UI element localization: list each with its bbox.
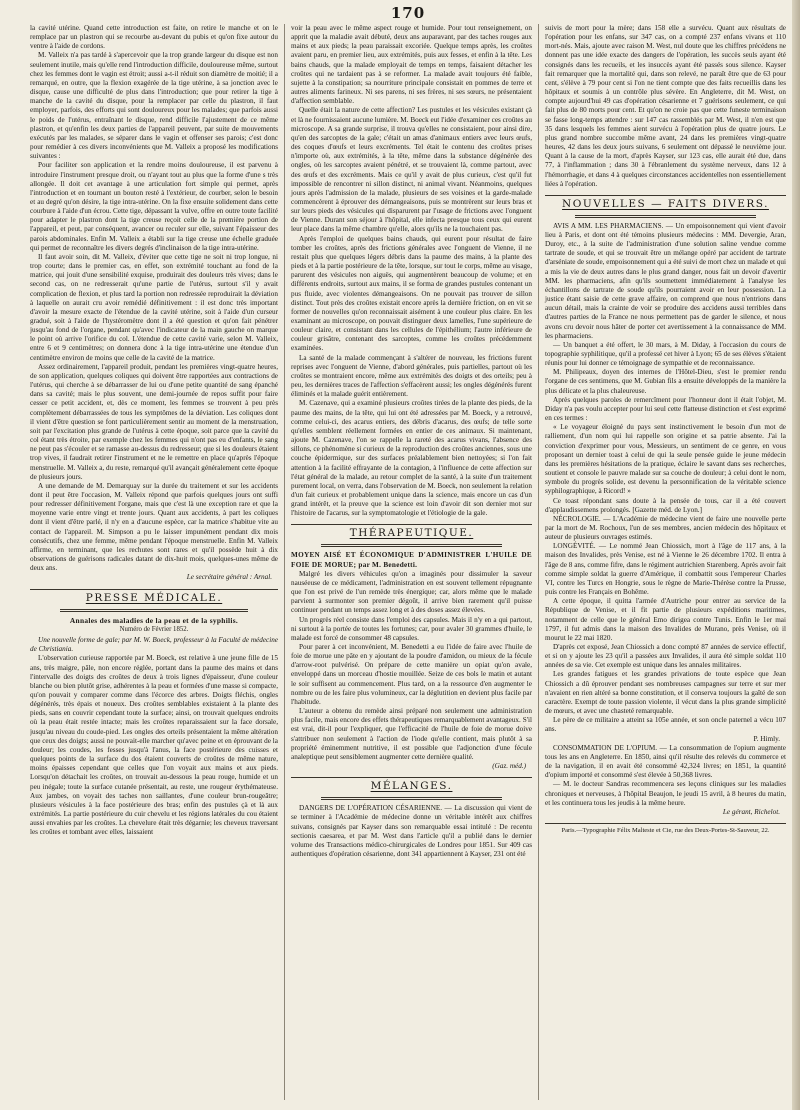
article-heading: Annales des maladies de la peau et de la syphilis. bbox=[69, 615, 239, 625]
paragraph: A une demande de M. Demarquay sur la durée du traitement et sur les accidents dont il peut être l'occasion, M. Valleix répond que parfois quelques jours ont suffi pour redresser définitivement l'organe, mais que c'est là une exception rare et que la moyenne varie entre vingt et trente jours. Quant aux accidents, à part les coliques dont il vient d'être parlé, il n'y en a d'aucune espèce, car la matrice s'habitue vite au contact de l'appareil. M. Simpson a pu le laisser impunément pendant dix mois consécutifs, chez une femme, même pendant l'époque menstruelle. Enfin M. Valleix affirme, en terminant, que les rechutes sont rares et qu'il possède huit à dix observations de guérisons radicales datant de dix-huit mois, quelques-unes même de deux ans. bbox=[30, 481, 278, 573]
news-item: CONSOMMATION DE L'OPIUM. — La consommation de l'opium augmente tous les ans en Angleterre. En 1850, ainsi qu'il résulte des relevés du commerce et de la navigation, il en avait été consommé 42,324 livres; en 1851, la quantité d'opium importé et consommé s'est élevée à 50,368 livres. bbox=[545, 743, 786, 780]
news-item: Après quelques paroles de remercîment pour l'honneur dont il était l'objet, M. Diday n'a pas voulu accepter pour lui seul cette flatteuse distinction et s'est exprimé en ces termes : bbox=[545, 395, 786, 423]
section-double-rule bbox=[321, 544, 502, 547]
paragraph: Après l'emploi de quelques bains chauds, qui eurent pour résultat de faire tomber les croûtes, après des frictions générales avec l'onguent de Vienne, il ne restait plus que quelques légers débris dans la paume des mains, à la plante des pieds et à la partie postérieure de la tête, lorsque, sur tout le corps, même au visage, parurent des vésicules non aiguës, qui augmentèrent beaucoup de volume; et en différents endroits, surtout aux mains, il se forma de grandes pustules contenant un pus fluide, avec violentes démangeaisons. On ne pouvait pas trouver de sillon distinct. Tout près des croûtes existait encore après la dernière friction, on en vit se former de nouvelles qu'on reconnaissait aisément à une couleur plus claire. En les examinant au microscope, on pouvait distinguer deux lamelles, l'une supérieure de couleur claire, et consistant dans les cellules de l'épithélium; l'autre inférieure de couleur grisâtre, contenant des sarcoptes, comme les croûtes précédemment examinées. bbox=[291, 234, 532, 353]
article-heading: MOYEN AISÉ ET ÉCONOMIQUE D'ADMINISTRER L'HUILE DE FOIE DE MORUE; par M. Benedetti. bbox=[291, 551, 532, 569]
news-item: A cette époque, il quitta l'armée d'Autriche pour entrer au service de la République de Venise, et il fit partie de plusieurs expéditions maritimes, notamment de celle que le général Emo dirigea contre Tunis. Enfin le 1er mai 1797, il fut admis dans la maison des Invalides de Murano, près Venise, où il mourut le 22 mai 1820. bbox=[545, 597, 786, 642]
section-title-therapeutique: THÉRAPEUTIQUE. bbox=[349, 527, 474, 540]
paragraph: voir la peau avec le même aspect rouge et humide. Pour tout renseignement, on apprit que la maladie avait débuté, deux ans auparavant, par des taches rouges aux mains et aux pieds; la peau paraissait excoriée. Quelque temps après, les croûtes avaient paru, en premier lieu, aux extrémités, puis aux fesses, et enfin à la tête. Les bains chauds, que la malade employait de temps en temps, faisaient détacher les croûtes qui ne tardaient pas à se reformer. La malade avait toujours été faible, sujette à la constipation; sa nourriture principale consistait en pommes de terre et autres aliments farineux. Ni ses parens, ni ses frères, ni ses sœurs, ne présentaient d'affection semblable. bbox=[291, 24, 532, 106]
section-divider bbox=[545, 195, 786, 196]
section-divider bbox=[291, 524, 532, 525]
paragraph: L'observation curieuse rapportée par M. Boeck, est relative à une jeune fille de 15 ans, très maigre, pâle, non encore réglée, portant dans la paume des mains et dans l'intervalle des doigts des croûtes de deux à trois lignes d'épaisseur, d'une couleur blanche ou bien plutôt grise, adhérentes à la peau et formées d'une masse si compacte, qu'on pouvait y comparer comme dans l'écorce des arbres. Doigts fléchis, ongles dégénérés, très épais et noueux. Des croûtes semblables existaient à la plante des pieds, sans en couvrir cependant toute la surface; ainsi, on trouvait quelques endroits où la peau était restée intacte; mais les croûtes reparaissaient sur la face dorsale, jusqu'au niveau du coude-pied. Les ongles des orteils présentaient la même altération que ceux des doigts; aussi ne pouvait-elle marcher qu'avec peine et en éprouvant de la douleur; les coudes, les fesses jusqu'à l'anus, la face postérieure des cuisses et quelques points de la surface du dos étaient couverts de croûtes de même nature, moins épaisses cependant que celles que l'on voyait aux mains et aux pieds. Lorsqu'on détachait les croûtes, on trouvait au-dessous la peau rouge, humide et un peu inégale; toute la surface cutanée présentait, au reste, une rougeur érythémateuse. Aux jambes, on voyait des taches non saillantes, d'une couleur brun-rougeâtre; plusieurs vésicules à la face postérieure des bras; enfin des pustules çà et là aux extrémités. La partie postérieure du cuir chevelu et les régions latérales du cou étaient aussi envahies par les croûtes. La chevelure était très dégarnie; les cheveux traversant les croûtes et tombant avec elles, laissaient bbox=[30, 654, 278, 837]
section-title-melanges: MÉLANGES. bbox=[370, 780, 453, 793]
printer-imprint: Paris.—Typographie Félix Malteste et Cie, rue des Deux-Portes-St-Sauveur, 22. bbox=[561, 826, 770, 834]
column-1 bbox=[30, 24, 278, 1100]
column-2 bbox=[284, 24, 532, 1100]
news-item: « Le voyageur éloigné du pays sent instinctivement le besoin d'un mot de ralliement, d'un nom qui lui rappelle son origine et sa patrie absente. J'ai la conviction d'exprimer pour vous, Messieurs, un sentiment de ce genre, en vous proposant un dernier toast à celui de qui la seule pensée guide le jeune médecin dans les premières hésitations de la pratique, éclaire le savant dans ses recherches, soutient et console le pauvre malade sur sa couche de douleur; à celui dont le nom, symbole du progrès solide, est devenu la personnification de la véritable science syphilographique, à Ricord! » bbox=[545, 423, 786, 496]
news-item: M. Philipeaux, doyen des internes de l'Hôtel-Dieu, s'est le premier rendu l'organe de ces sentimens, que M. Gubian fils a ensuite développés de la manière la plus délicate et la plus chaleureuse. bbox=[545, 368, 786, 395]
paragraph: la cavité utérine. Quand cette introduction est faite, on retire le manche et on le remplace par un plastron qui se recourbe au-devant du pubis et qu'on fixe autour du ventre à l'aide de cordons. bbox=[30, 24, 278, 51]
news-item: LONGÉVITÉ. — Le nommé Jean Chiossich, mort à l'âge de 117 ans, à la maison des Invalides, près Venise, est né à Vienne le 26 décembre 1702. Il entra à l'âge de 8 ans, comme fifre, dans le régiment autrichien Starenberg. Après avoir fait comme simple soldat la guerre d'Amérique, il combattit sous l'empereur Charles VI, contre les Turcs en Hongrie, sous le règne de Marie-Thérèse contre la Prusse, puis contre les Français en Bohême. bbox=[545, 542, 786, 597]
secretary-signature: Le secrétaire général : Arnal. bbox=[186, 573, 272, 582]
gerant-signature: Le gérant, Richelot. bbox=[722, 807, 780, 816]
article-subheading: Numéro de Février 1852. bbox=[119, 626, 189, 634]
news-item: D'après cet exposé, Jean Chiossich a donc compté 87 années de service effectif, et si on y ajoute les 23 qu'il a passées aux Invalides, il aura été simple soldat 110 années de sa vie. Cet exemple est unique dans les annales militaires. bbox=[545, 643, 786, 670]
page-edge bbox=[792, 0, 800, 1110]
article-title: Une nouvelle forme de gale; par M. W. Boeck, professeur à la Faculté de médecine de Christiania. bbox=[30, 636, 278, 654]
news-item: Ce toast répondant sans doute à la pensée de tous, car il a été couvert d'applaudissemens prolongés. [Gazette méd. de Lyon.] bbox=[545, 496, 786, 514]
paragraph: Pour faciliter son application et la rendre moins douloureuse, il est parvenu à introduire l'instrument presque droit, ou n'ayant tout au plus que la forme d'une s très allongée. Il doit cet avantage à une articulation fort simple qui permet, après l'introduction et en tournant un bouton resté à l'extérieur, de courber, selon le besoin et au degré qu'on désire, la tige intra-utérine. On la fixe ensuite solidement dans cette courbure à l'aide d'un écrou. Cette tige, dépassant la vulve, offre en outre toute facilité pour adapter le plastron dont la tige creuse reçoit celle de la première portion de l'appareil, et peut, par conséquent, avancer ou reculer sur elle, suivant l'épaisseur des parois abdominales. Enfin M. Valleix a établi sur la tige creuse une échelle graduée qui permet de reconnaître les divers degrés d'inclinaison de la tige intra-utérine. bbox=[30, 161, 278, 252]
paragraph: Pour parer à cet inconvénient, M. Benedetti a eu l'idée de faire avec l'huile de foie de morue une pâte en y ajoutant de la poudre d'amidon, ou mieux de la fécule d'arrow-root pulvérisé. On prépare de cette manière un opiat qu'on avale, enveloppé dans un morceau d'hostie mouillée. Seize de ces bols le matin et autant le soir suffisent au commencement. Plus tard, on a la ressource d'en augmenter le nombre ou de les faire plus volumineux, car la déglutition en devient plus facile par l'habitude. bbox=[291, 643, 532, 706]
news-item: Le père de ce militaire a atteint sa 105e année, et son oncle paternel a vécu 107 ans. bbox=[545, 716, 786, 734]
news-item: — Un banquet a été offert, le 30 mars, à M. Diday, à l'occasion du cours de topographie syphilitique, qu'il a professé cet hiver à Lyon; 65 de ses élèves s'étaient réunis pour lui donner ce témoignage de sympathie et de reconnaissance. bbox=[545, 340, 786, 368]
news-item: NÉCROLOGIE. — L'Académie de médecine vient de faire une nouvelle perte par la mort de M. Rochoux, l'un de ses membres, ancien médecin des hôpitaux et auteur de plusieurs ouvrages estimés. bbox=[545, 514, 786, 542]
paragraph: La santé de la malade commençant à s'altérer de nouveau, les frictions furent reprises avec l'onguent de Vienne, d'abord générales, puis partielles, partout où les croûtes se montraient encore, même aux extrémités des doigts et des orteils; peu à peu, les dernières traces de l'affection s'effacèrent aussi; les ongles dégénérés furent éliminés et la malade guérit entièrement. bbox=[291, 353, 532, 399]
paragraph: Assez ordinairement, l'appareil produit, pendant les premières vingt-quatre heures, de son application, quelques coliques qui doivent être rapportées aux contractions de l'utérus, qui cherche à se débarrasser de lui ou d'une petite quantité de sang épanché dans sa cavité; mais le plus souvent, une demi-journée de repos suffit pour faire cesser ce petit accident, et, dès ce moment, les femmes se trouvent à peu près complètement débarrassées de tous les symptômes de la déviation. Les coliques dont il vient d'être question se font particulièrement sentir au moment de la menstruation, soit par l'excitation plus grande de l'utérus à cette époque, soit parce que la cavité du col étant très étroite, par exemple chez les femmes qui n'ont pas eu d'enfants, le sang ne peut pas s'écouler et se ramasse au-dessus du redresseur; que si les douleurs étaient trop vives, il faudrait retirer l'instrument et ne le remettre en place qu'après l'époque menstruelle. M. Valleix a, du reste, remarqué qu'il avançait généralement cette époque de plusieurs jours. bbox=[30, 362, 278, 481]
paragraph: suivis de mort pour la mère; dans 158 elle a survécu. Quant aux résultats de l'opération pour les enfans, sur 347 cas, on a compté 237 enfans vivans et 110 mort-nés. Mais, ajoute avec raison M. West, nul doute que les chiffres précédens ne donnent pas une idée exacte des dangers de l'opération, les succès seuls ayant été consignés dans les recueils, et les insuccès ayant été passés sous silence. Kayser fait remarquer que la mortalité qui, dans son relevé, ne paraît être que de 63 pour cent, s'élève à 79 pour cent si l'on ne tient compte que des faits recueillis dans les hôpitaux et soumis à un contrôle plus sévère. En Angleterre, dit M. West, on compte aujourd'hui 49 cas d'opération césarienne et 7 guérisons seulement, ce qui fait plus de 80 morts pour cent. Et qu'on ne croie pas que cette funeste terminaison se fasse long-temps attendre : sur 147 cas rassemblés par M. West, il n'en est que 35 dans lesquels les femmes aient survécu à l'opération plus de quatre jours. Le plus grand nombre succombe même avant, 24 dans les premières vingt-quatre heures, 42 dans les deux jours suivans, 6 seulement ont dépassé le neuvième jour. Quant à la cause de la mort, d'après Kayser, sur 123 cas, elle aurait été due, dans 77, à l'inflammation ; dans 30 à l'ébranlement du système nerveux, dans 12 à l'hémorrhagie, et dans 4 à quelques circonstances accidentelles non essentiellement liées à l'opération. bbox=[545, 24, 786, 188]
page-number: 170 bbox=[390, 4, 426, 22]
paragraph: M. Cazenave, qui a examiné plusieurs croûtes tirées de la plante des pieds, de la paume des mains, de la tête, qui lui ont été adressées par M. Boeck, y a retrouvé, comme celui-ci, des acarus entiers, des débris d'acarus, des œufs; de telle sorte qu'elles semblent réellement formées en entier de ces animaux. Si maintenant, ajoute M. Cazenave, l'on se rappelle la rareté des acarus vivans, l'absence des sillons, ce phénomène si curieux de la reproduction des croûtes anciennes, sous une couche épidermique, sur des surfaces préalablement bien nettoyées; si l'on fait attention à la facilité effrayante de la contagion, à l'influence de cette affection sur l'état général de la malade, au retour complet de la santé, à la suite d'un traitement purement local, on verra, dans l'observation de M. Boeck, non seulement la relation d'un fait curieux et probablement unique dans la science, mais encore un cas d'un grand intérêt, et la preuve que la science est loin d'avoir dit son dernier mot sur l'histoire de l'acarus, sur la symptomatologie et l'étiologie de la gale. bbox=[291, 399, 532, 518]
news-item: — M. le docteur Sandras recommencera ses leçons cliniques sur les maladies chroniques et nerveuses, à l'hôpital Beaujon, le jeudi 15 avril, à 8 heures du matin, et les continuera tous les jeudis à la même heure. bbox=[545, 780, 786, 807]
paragraph: M. Valleix n'a pas tardé à s'apercevoir que la trop grande largeur du disque est non seulement inutile, mais qu'elle rend l'introduction difficile, douloureuse même, surtout chez les femmes dont le vagin est étroit; aussi a-t-il réduit son diamètre de moitié; il a remarqué, en outre, que la flexion exagérée de la tige utérine, à sa jonction avec le disque, cause une difficulté de plus dans l'introduction; que pour retirer la tige à manche de la cavité du disque, pour la remplacer par celle du plastron, il faut employer, parfois, des efforts qui sont douloureux pour les malades; que parfois aussi le poids de l'utérus, entraînant le disque, rend difficile l'ajustement de ce même plastron, et qu'enfin les deux parties de l'appareil peuvent, par suite de mouvements exécutés par les malades, se séparer dans le vagin et offenser ses parois; c'est donc pour remédier à ces divers inconvénients que M. Valleix a proposé les modifications suivantes : bbox=[30, 51, 278, 161]
columns bbox=[30, 24, 786, 1100]
paragraph: L'auteur a obtenu du remède ainsi préparé non seulement une administration plus facile, mais encore des effets thérapeutiques remarquablement avantageux. S'il est vrai, dit-il pour l'expliquer, que l'efficacité de l'huile de foie de morue doive s'attribuer non seulement à l'action de l'iode qu'elle contient, mais plutôt à sa propriété éminemment nutritive, il est possible que l'adjonction d'une fécule analeptique peut sensiblement augmenter cette dernière qualité. bbox=[291, 707, 532, 761]
news-item: AVIS A MM. LES PHARMACIENS. — Un empoisonnement qui vient d'avoir lieu à Paris, et dont ont été témoins plusieurs médecins : MM. Devergie, Aran, Duroy, etc., à la suite de l'administration d'une solution saline vendue comme tartrate de soude, et qui se trouvait être un mélange opéré par accident de tartrate d'arséniate de soude, empoisonnement qui a été suivi de mort chez un malade et qui a mis la vie de deux autres dans le plus grand danger, nous fait un devoir d'avertir MM. les pharmaciens, afin qu'ils soumettent immédiatement à l'analyse les échantillons de tartrate de soude qu'ils pourraient avoir en leur possession. La justice étant saisie de cette grave affaire, on comprend que nous n'entrions dans aucun détail, mais la crainte de voir se produire des accidens aussi terribles dans d'autres parties de la France ne nous permettent pas de garder le silence, et nous avons cru devoir nous hâter de porter cet avertissement à la connaissance de MM. les pharmaciens. bbox=[545, 221, 786, 340]
section-divider bbox=[30, 589, 278, 590]
news-item: Les grandes fatigues et les grandes privations de toute espèce que Jean Chiossich a dû éprouver pendant ses nombreuses campagnes sur terre et sur mer n'avaient en rien altéré sa bonne constitution, et il conserva toujours la gaîté de son caractère. Exempt de toute passion violente, il vécut dans la plus grande simplicité de mœurs, et avec une chasteté remarquable. bbox=[545, 670, 786, 716]
section-double-rule bbox=[321, 797, 502, 800]
himly-signature: P. Himly. bbox=[753, 734, 780, 743]
section-double-rule bbox=[575, 215, 756, 218]
paragraph: Un progrès réel consiste dans l'emploi des capsules. Mais il n'y en a qui partout, ni surtout à la portée de toutes les fortunes; car, pour avaler 30 grammes d'huile, le malade est forcé de consommer 48 capsules. bbox=[291, 615, 532, 642]
footer-rule bbox=[545, 823, 786, 824]
paragraph: Malgré les divers véhicules qu'on a imaginés pour dissimuler la saveur nauséeuse de ce médicament, l'administration en est souvent tellement répugnante que l'on est privé de l'un remède très énergique; car, alors même que le malade parvient à surmonter son premier dégoût, il arrive bien rarement qu'il puisse continuer pendant un temps assez long et à des doses assez élevées. bbox=[291, 569, 532, 615]
article-source: (Gaz. méd.) bbox=[492, 762, 526, 771]
section-divider bbox=[291, 777, 532, 778]
paragraph: DANGERS DE L'OPÉRATION CÉSARIENNE. — La discussion qui vient de se terminer à l'Académie de médecine donne un véritable intérêt aux chiffres suivans, consignés par Kayser dans son remarquable essai intitulé : De recentu sectionis caesarea, et par M. West dans l'article qu'il a publié dans le dernier volume des Transactions médico-chirurgicales de Londres pour 1851. Sur 409 cas authentiques d'opération césarienne, dont 341 appartiennent à Kayser, 231 ont été bbox=[291, 804, 532, 858]
paragraph: Il faut avoir soin, dit M. Valleix, d'éviter que cette tige ne soit ni trop longue, ni trop courte; dans le premier cas, en effet, son extrémité touchant au fond de la matrice, qui jouit d'une sensibilité exquise, produirait des douleurs très vives; dans le second cas, on ne redresserait qu'une partie de l'utérus, surtout s'il y avait complication de flexion, et plus tard la portion non redressée reproduirait la déviation à laquelle on aurait cru avoir remédié définitivement : il est donc très important d'avoir la mesure exacte de l'étendue de la cavité utérine, soit à l'aide d'un curseur gradué, soit à l'aide de l'hystéromètre dont il a été question et qu'on fait pénétrer jusqu'au fond de l'organe, pendant qu'avec l'indicateur de la main gauche on marque le point où arrive l'orifice du col. L'étendue de cette cavité varie, selon M. Valleix, entre 6 et 9 centimètres; on donnera donc à la tige intra-utérine une étendue d'un centimètre environ de moins que celle de la cavité de la matrice. bbox=[30, 252, 278, 362]
section-double-rule bbox=[60, 609, 248, 612]
column-3 bbox=[538, 24, 786, 1100]
paragraph: Quelle était la nature de cette affection? Les pustules et les vésicules existant çà et là ne fournissaient aucune lumière. M. Boeck eut l'idée d'examiner ces croûtes au microscope. A sa grande surprise, il trouva qu'elles ne consistaient, pour ainsi dire, qu'en des sarcoptes de la gale; c'était un amas d'animaux entiers avec leurs œufs, des coques d'œufs et leurs excréments. Tel était le contenu des croûtes prises n'importe où, aux extrémités, à la tête, même dans la substance dégénérée des ongles, où les sarcoptes avaient pénétré, et se trouvaient là, comme partout, avec des œufs et des excréments. Mais ce qu'il y avait de plus curieux, c'est qu'il fut impossible de rencontrer ni sillon distinct, ni animal vivant. Néanmoins, quelques jours après l'admission de la malade, plusieurs de ses voisines et la garde-malade commencèrent à éprouver des démangeaisons, puis se montrèrent sur leurs bras et sur leurs pieds des vésicules qui disparurent par l'usage de frictions avec l'onguent de Vienne. Durant son séjour à l'hôpital, elle infecta presque tous ceux qui eurent leur place dans la même chambre qu'elle, alors qu'ils ne la touchaient pas. bbox=[291, 106, 532, 234]
section-title-nouvelles: NOUVELLES — FAITS DIVERS. bbox=[562, 197, 769, 210]
section-title-presse-medicale: PRESSE MÉDICALE. bbox=[85, 591, 223, 604]
